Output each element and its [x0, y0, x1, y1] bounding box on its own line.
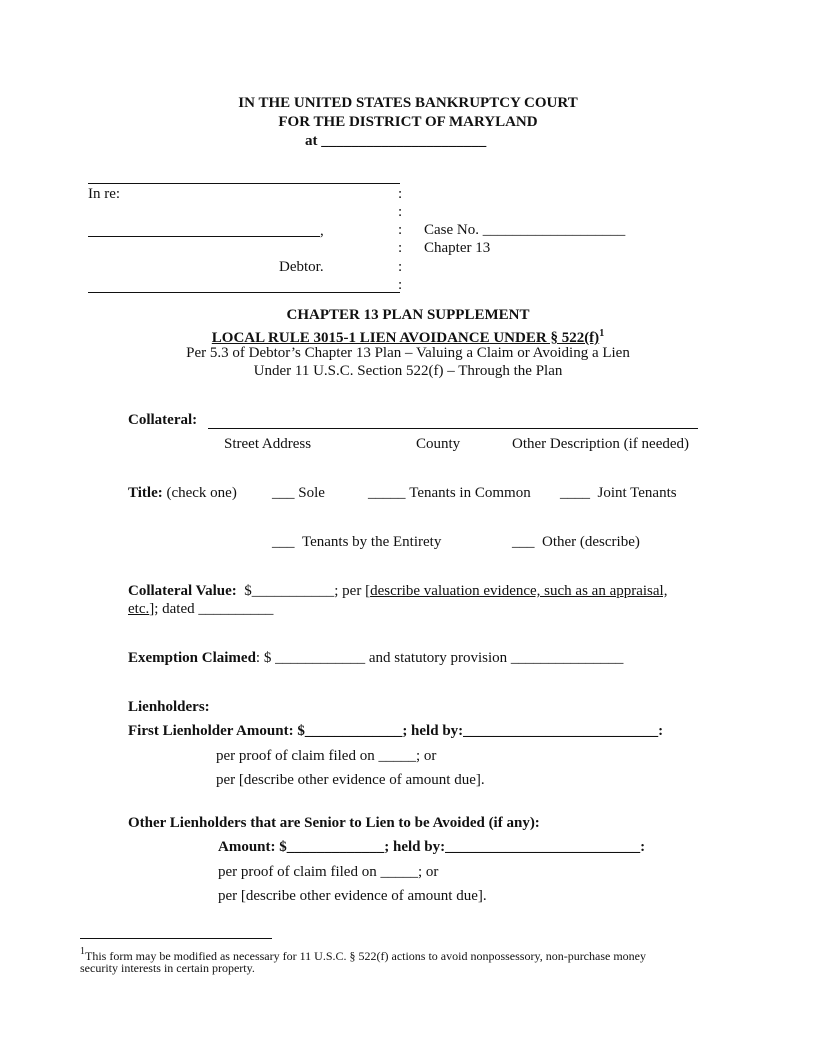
- collateral-value-label: Collateral Value:: [128, 583, 237, 599]
- other-blank: ___: [512, 534, 535, 550]
- senior-other-evidence: per [describe other evidence of amount due].: [218, 888, 487, 904]
- tenants-common-label: Tenants in Common: [409, 485, 531, 501]
- caption-top-rule: [88, 183, 400, 184]
- footnote-line2: security interests in certain property.: [80, 961, 255, 975]
- caption-colon: :: [398, 240, 403, 256]
- option-joint: [560, 484, 677, 502]
- caption-bottom-rule: [88, 292, 400, 293]
- plan-title-line1: CHAPTER 13 PLAN SUPPLEMENT: [286, 307, 530, 323]
- first-other-evidence: per [describe other evidence of amount due].: [216, 772, 485, 788]
- valuation-evidence: describe valuation evidence, such as an appraisal,: [370, 583, 668, 599]
- court-title-line1: IN THE UNITED STATES BANKRUPTCY COURT: [238, 95, 578, 111]
- sole-blank: ___: [272, 485, 295, 501]
- chapter-label: Chapter 13: [424, 240, 491, 256]
- joint-blank: ____: [560, 485, 590, 501]
- footnote-rule: [80, 938, 272, 939]
- plan-title-line4: Under 11 U.S.C. Section 522(f) – Through the Plan: [253, 363, 563, 379]
- caption-colon: :: [398, 222, 403, 238]
- other-description-caption: Other Description (if needed): [512, 436, 690, 452]
- in-re-label: In re:: [88, 186, 121, 202]
- lienholders-label: Lienholders:: [128, 699, 210, 715]
- option-other: [512, 533, 640, 551]
- entirety-label: Tenants by the Entirety: [302, 534, 442, 550]
- at-blank: ______________________: [321, 133, 487, 149]
- exemption-line: [128, 649, 623, 667]
- first-proof-of-claim: per proof of claim filed on _____; or: [216, 748, 437, 764]
- joint-label: Joint Tenants: [597, 485, 677, 501]
- senior-proof-of-claim: per proof of claim filed on _____; or: [218, 864, 439, 880]
- exemption-amount: : $ ____________ and statutory provision _______________: [255, 650, 624, 666]
- case-no-label: Case No.: [424, 222, 479, 238]
- court-title-line2: FOR THE DISTRICT OF MARYLAND: [278, 114, 538, 130]
- collateral-label: Collateral:: [128, 412, 198, 428]
- senior-amount-line: Amount: $_____________; held by:__________________________:: [218, 839, 646, 855]
- other-label: Other (describe): [542, 534, 640, 550]
- title-label-text: Title:: [128, 485, 163, 501]
- collateral-value-line1: [128, 582, 667, 600]
- first-lienholder-line: First Lienholder Amount: $_____________; held by:__________________________:: [128, 723, 664, 739]
- debtor-name-line: [88, 236, 320, 237]
- caption-colon: :: [398, 186, 403, 202]
- check-one-text: (check one): [166, 485, 237, 501]
- caption-colon: :: [398, 259, 403, 275]
- collateral-value-amount: $___________: [244, 583, 335, 599]
- title-label: [128, 484, 237, 502]
- collateral-line: [208, 428, 698, 429]
- option-entirety: [272, 533, 441, 551]
- county-caption: County: [416, 436, 461, 452]
- footnote-ref: 1: [599, 328, 605, 339]
- caption-colon: :: [398, 204, 403, 220]
- valuation-evidence-etc: etc.: [128, 601, 150, 617]
- collateral-value-per: ; per [: [334, 583, 371, 599]
- debtor-label: Debtor.: [279, 259, 324, 275]
- rule-title: LOCAL RULE 3015-1 LIEN AVOIDANCE UNDER § 522(f): [211, 330, 600, 346]
- at-line: [305, 132, 486, 150]
- case-no-blank: ___________________: [482, 222, 626, 238]
- at-label: at: [305, 133, 318, 149]
- footnote-text1: This form may be modified as necessary for 11 U.S.C. § 522(f) actions to avoid nonpossessory, non-purchase money: [85, 949, 646, 963]
- caption-colon: :: [398, 277, 403, 293]
- exemption-label: Exemption Claimed: [128, 650, 256, 666]
- collateral-value-dated: ]; dated __________: [149, 601, 274, 617]
- option-sole: [272, 484, 325, 502]
- street-address-caption: Street Address: [224, 436, 312, 452]
- sole-label: Sole: [298, 485, 325, 501]
- collateral-value-line2: [128, 600, 273, 618]
- option-tenants-common: [368, 484, 531, 502]
- plan-title-line3: Per 5.3 of Debtor’s Chapter 13 Plan – Valuing a Claim or Avoiding a Lien: [186, 345, 630, 361]
- case-number: [424, 221, 625, 239]
- tenants-common-blank: _____: [368, 485, 406, 501]
- senior-lienholders-label: Other Lienholders that are Senior to Lien to be Avoided (if any):: [128, 815, 540, 831]
- entirety-blank: ___: [272, 534, 295, 550]
- debtor-comma: ,: [320, 223, 324, 239]
- footnote-number: 1: [80, 946, 85, 957]
